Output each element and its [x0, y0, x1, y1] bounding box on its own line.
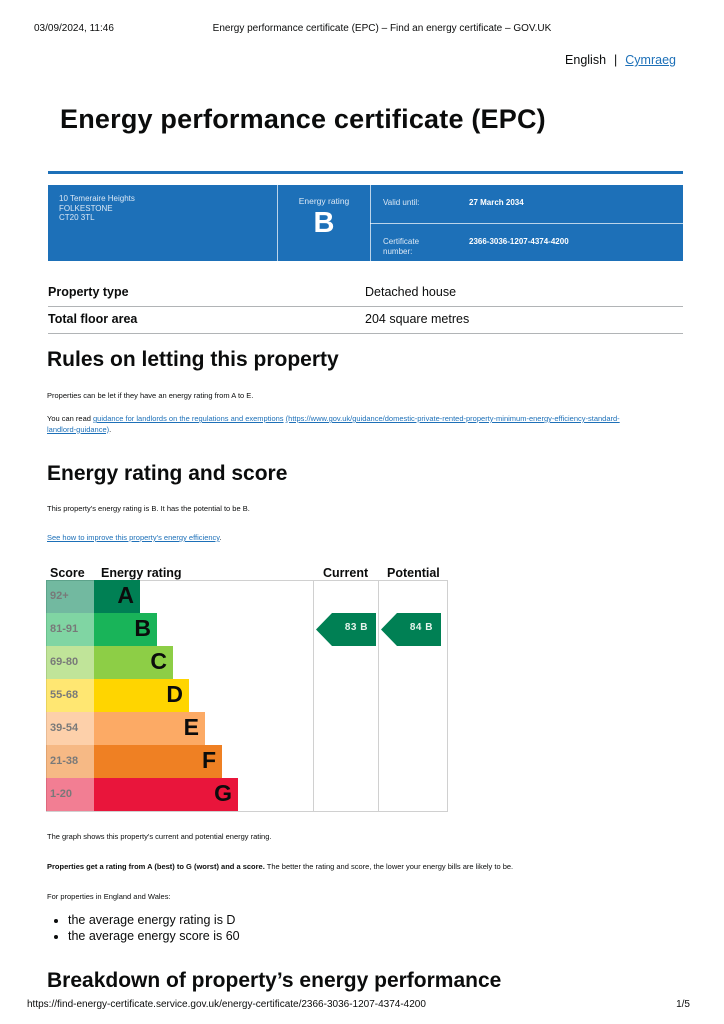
certificate-label-line-1: Certificate [383, 237, 420, 246]
chart-header-potential: Potential [387, 566, 440, 580]
current-rating-flag-label: 83 B [344, 622, 368, 633]
band-bar-d [94, 679, 189, 712]
energy-rating-chart [43, 562, 448, 814]
band-score-text: 69-80 [50, 656, 79, 668]
band-score-g [46, 778, 94, 811]
rules-paragraph: Properties can be let if they have an energy rating from A to E. [47, 391, 254, 400]
band-score-e [46, 712, 94, 745]
band-score-text: 1-20 [50, 788, 73, 800]
potential-rating-flag [381, 613, 441, 646]
page-title: Energy performance certificate (EPC) [60, 104, 546, 134]
chart-grid-vline [378, 580, 379, 812]
valid-until-label: Valid until: [383, 198, 420, 207]
summary-key: Property type [48, 285, 129, 299]
summary-value: Detached house [365, 285, 457, 299]
band-bar-a [94, 580, 140, 613]
address-line-3: CT20 3TL [59, 213, 95, 222]
language-switcher [565, 53, 676, 67]
guidance-link[interactable]: guidance for landlords on the regulations and exemptions [93, 414, 284, 423]
address-line-2: FOLKESTONE [59, 203, 113, 213]
band-score-b [46, 613, 94, 646]
chart-header-score: Score [50, 566, 85, 580]
list-item: • the average energy rating is D [68, 912, 240, 928]
epc-summary-box [48, 185, 683, 261]
improve-link-suffix: . [219, 533, 222, 542]
energy-rating-letter: B [313, 207, 335, 239]
band-bar-e [94, 712, 205, 745]
language-current: English [565, 53, 607, 67]
band-score-d [46, 679, 94, 712]
summary-key: Total floor area [48, 312, 138, 326]
band-bar-c [94, 646, 173, 679]
chart-header-rating: Energy rating [101, 566, 182, 580]
band-score-c [46, 646, 94, 679]
band-score-text: 92+ [50, 590, 69, 602]
language-separator: | [614, 53, 618, 67]
improve-link-line [47, 533, 667, 544]
chart-grid-vline [447, 580, 448, 812]
band-letter-d: D [166, 681, 183, 707]
band-score-text: 55-68 [50, 689, 79, 701]
summary-value: 204 square metres [365, 312, 470, 326]
print-page-title: Energy performance certificate (EPC) – Find an energy certificate – GOV.UK [212, 23, 552, 34]
band-score-a [46, 580, 94, 613]
average-list [52, 912, 240, 944]
band-letter-e: E [183, 714, 199, 740]
band-letter-a: A [117, 582, 134, 608]
print-page-number: 1/5 [676, 999, 690, 1010]
valid-until-date: 27 March 2034 [469, 198, 524, 207]
chart-header-current: Current [323, 566, 369, 580]
band-bar-g [94, 778, 238, 811]
rating-explanation [47, 862, 667, 873]
guidance-suffix: . [109, 424, 112, 434]
energy-rating-paragraph: This property's energy rating is B. It has the potential to be B. [47, 504, 250, 513]
summary-row-floor-area [48, 306, 683, 334]
guidance-url-cont[interactable]: landlord-guidance) [47, 424, 110, 434]
list-item: • the average energy score is 60 [68, 928, 240, 944]
summary-row-property-type [48, 279, 683, 307]
certificate-number: 2366-3036-1207-4374-4200 [469, 237, 569, 246]
rules-heading: Rules on letting this property [47, 348, 339, 371]
guidance-url[interactable]: (https://www.gov.uk/guidance/domestic-private-rented-property-minimum-energy-efficiency-standard- [285, 414, 620, 423]
rating-explanation-bold: Properties get a rating from A (best) to G (worst) and a score. [47, 862, 265, 871]
guidance-prefix: You can read [47, 414, 94, 423]
england-wales-note: For properties in England and Wales: [47, 892, 171, 901]
band-score-text: 39-54 [50, 722, 79, 734]
band-bar-f [94, 745, 222, 778]
property-address [59, 194, 135, 223]
potential-rating-flag-label: 84 B [409, 622, 433, 633]
breakdown-heading: Breakdown of property’s energy performance [47, 969, 502, 992]
band-letter-f: F [201, 747, 216, 773]
title-rule [48, 171, 683, 174]
language-link-cymraeg[interactable]: Cymraeg [625, 53, 676, 67]
print-datetime: 03/09/2024, 11:46 [34, 23, 114, 34]
certificate-label-line-2: number: [383, 247, 413, 256]
improve-efficiency-link[interactable]: See how to improve this property's energy efficiency [47, 533, 220, 542]
band-score-text: 21-38 [50, 755, 79, 767]
current-rating-flag [316, 613, 376, 646]
band-score-text: 81-91 [50, 623, 79, 635]
address-line-1: 10 Temeraire Heights [59, 194, 135, 203]
chart-grid-vline [313, 580, 314, 812]
band-letter-c: C [150, 648, 167, 674]
band-letter-g: G [214, 780, 232, 806]
summary-divider [370, 223, 683, 224]
graph-note: The graph shows this property's current and potential energy rating. [47, 832, 272, 841]
band-score-f [46, 745, 94, 778]
band-letter-b: B [134, 615, 151, 641]
rating-explanation-rest: The better the rating and score, the lower your energy bills are likely to be. [264, 862, 514, 871]
print-footer-url: https://find-energy-certificate.service.gov.uk/energy-certificate/2366-3036-1207-4374-4200 [27, 999, 426, 1010]
band-bar-b [94, 613, 157, 646]
energy-rating-label: Energy rating [298, 196, 350, 206]
chart-grid-hline [46, 811, 448, 812]
energy-rating-heading: Energy rating and score [47, 462, 288, 485]
certificate-number-label [383, 237, 419, 257]
rules-guidance-paragraph [47, 414, 667, 435]
